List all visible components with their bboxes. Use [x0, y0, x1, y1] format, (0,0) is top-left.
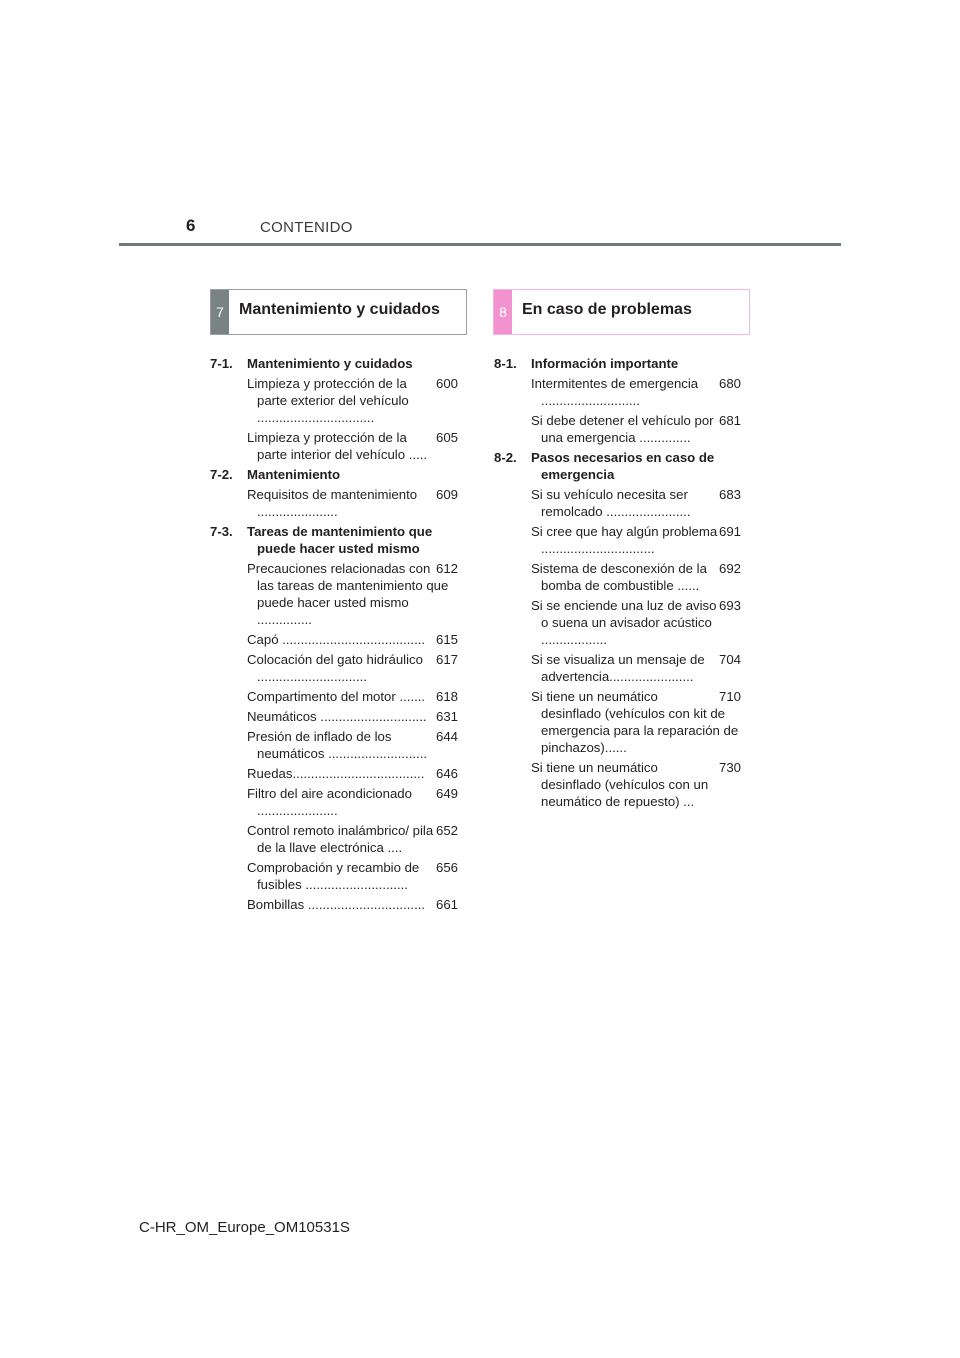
toc-entry-text: Control remoto inalámbrico/ pila de la llave electrónica .... — [247, 823, 434, 855]
section-8-tab: 8 — [494, 290, 512, 334]
toc-entry[interactable] — [494, 651, 741, 685]
section-7-header — [210, 289, 467, 335]
toc-entry-text: Ruedas.................................... — [247, 766, 425, 781]
toc-page: 681 — [718, 413, 741, 428]
toc-page: 644 — [435, 729, 458, 744]
toc-entry[interactable] — [494, 412, 741, 446]
toc-page: 605 — [435, 430, 458, 445]
toc-entry[interactable] — [494, 523, 741, 557]
toc-entry[interactable] — [210, 896, 458, 913]
toc-page: 631 — [435, 709, 458, 724]
toc-entry-text: Sistema de desconexión de la bomba de combustible ...... — [531, 561, 707, 593]
toc-entry-text: Si su vehículo necesita ser remolcado ....................... — [531, 487, 691, 519]
toc-group — [210, 466, 458, 483]
section-7-toc — [210, 352, 458, 913]
toc-entry-text: Compartimento del motor ....... — [247, 689, 426, 704]
toc-page: 615 — [435, 632, 458, 647]
toc-entry[interactable] — [210, 859, 458, 893]
toc-page: 652 — [435, 823, 458, 838]
toc-entry-text: Colocación del gato hidráulico .............................. — [247, 652, 423, 684]
section-8-toc — [494, 352, 741, 810]
toc-entry-text: Neumáticos ............................. — [247, 709, 427, 724]
toc-entry-text: Limpieza y protección de la parte interior del vehículo ..... — [247, 430, 428, 462]
toc-entry[interactable] — [210, 486, 458, 520]
toc-page: 730 — [718, 760, 741, 775]
toc-page: 683 — [718, 487, 741, 502]
toc-entry[interactable] — [494, 560, 741, 594]
toc-entry-text: Si cree que hay algún problema ............................... — [531, 524, 718, 556]
toc-entry-text: Precauciones relacionadas con las tareas de mantenimiento que puede hacer usted mismo ............... — [247, 561, 449, 627]
toc-page: 661 — [435, 897, 458, 912]
toc-entry-text: Si se enciende una luz de aviso o suena un avisador acústico .................. — [531, 598, 717, 647]
toc-entry[interactable] — [494, 597, 741, 648]
toc-entry-text: Filtro del aire acondicionado ...................... — [247, 786, 412, 818]
toc-entry-text: Limpieza y protección de la parte exterior del vehículo ................................ — [247, 376, 409, 425]
group-title: Pasos necesarios en caso de emergencia — [531, 450, 715, 482]
toc-group — [494, 355, 741, 372]
page-number: 6 — [186, 216, 196, 235]
toc-entry[interactable] — [210, 708, 458, 725]
toc-page: 612 — [435, 561, 458, 576]
toc-entry[interactable] — [494, 375, 741, 409]
toc-entry-text: Si tiene un neumático desinflado (vehículos con kit de emergencia para la reparación de pinchazos)...... — [531, 689, 739, 755]
section-7-tab: 7 — [211, 290, 229, 334]
toc-page: 692 — [718, 561, 741, 576]
group-number: 8-1. — [494, 356, 517, 371]
section-8-title: En caso de problemas — [522, 301, 692, 318]
group-number: 7-1. — [210, 356, 233, 371]
toc-entry[interactable] — [210, 785, 458, 819]
toc-entry[interactable] — [210, 631, 458, 648]
toc-group — [210, 355, 458, 372]
toc-entry-text: Capó ....................................... — [247, 632, 426, 647]
toc-entry[interactable] — [210, 688, 458, 705]
toc-entry[interactable] — [210, 765, 458, 782]
toc-group — [494, 449, 741, 483]
group-title: Mantenimiento — [247, 467, 341, 482]
page-header-title: CONTENIDO — [260, 219, 353, 236]
toc-entry[interactable] — [210, 429, 458, 463]
group-title: Mantenimiento y cuidados — [247, 356, 413, 371]
section-8-header — [493, 289, 750, 335]
group-number: 8-2. — [494, 450, 517, 465]
group-title: Tareas de mantenimiento que puede hacer usted mismo — [247, 524, 433, 556]
toc-entry[interactable] — [494, 486, 741, 520]
toc-page: 680 — [718, 376, 741, 391]
toc-group — [210, 523, 458, 557]
toc-entry-text: Intermitentes de emergencia ........................... — [531, 376, 699, 408]
toc-entry[interactable] — [494, 688, 741, 756]
toc-entry-text: Presión de inflado de los neumáticos ........................... — [247, 729, 428, 761]
toc-entry-text: Comprobación y recambio de fusibles ............................ — [247, 860, 420, 892]
toc-entry[interactable] — [210, 728, 458, 762]
toc-entry-text: Si se visualiza un mensaje de advertencia....................... — [531, 652, 705, 684]
toc-page: 609 — [435, 487, 458, 502]
section-7-title: Mantenimiento y cuidados — [239, 301, 440, 318]
toc-entry-text: Requisitos de mantenimiento ...................... — [247, 487, 418, 519]
toc-entry[interactable] — [210, 560, 458, 628]
toc-entry[interactable] — [210, 822, 458, 856]
toc-page: 693 — [718, 598, 741, 613]
group-title: Información importante — [531, 356, 679, 371]
toc-page: 710 — [718, 689, 741, 704]
toc-page: 656 — [435, 860, 458, 875]
toc-entry[interactable] — [210, 375, 458, 426]
toc-entry-text: Bombillas ................................ — [247, 897, 426, 912]
group-number: 7-3. — [210, 524, 233, 539]
toc-page: 618 — [435, 689, 458, 704]
toc-entry[interactable] — [494, 759, 741, 810]
group-number: 7-2. — [210, 467, 233, 482]
toc-page: 617 — [435, 652, 458, 667]
toc-entry-text: Si tiene un neumático desinflado (vehículos con un neumático de repuesto) ... — [531, 760, 709, 809]
toc-entry-text: Si debe detener el vehículo por una emergencia .............. — [531, 413, 714, 445]
toc-page: 649 — [435, 786, 458, 801]
toc-page: 704 — [718, 652, 741, 667]
footer-doc-code: C-HR_OM_Europe_OM10531S — [139, 1219, 350, 1236]
toc-page: 600 — [435, 376, 458, 391]
toc-entry[interactable] — [210, 651, 458, 685]
header-rule — [119, 243, 841, 246]
toc-page: 646 — [435, 766, 458, 781]
toc-page: 691 — [718, 524, 741, 539]
